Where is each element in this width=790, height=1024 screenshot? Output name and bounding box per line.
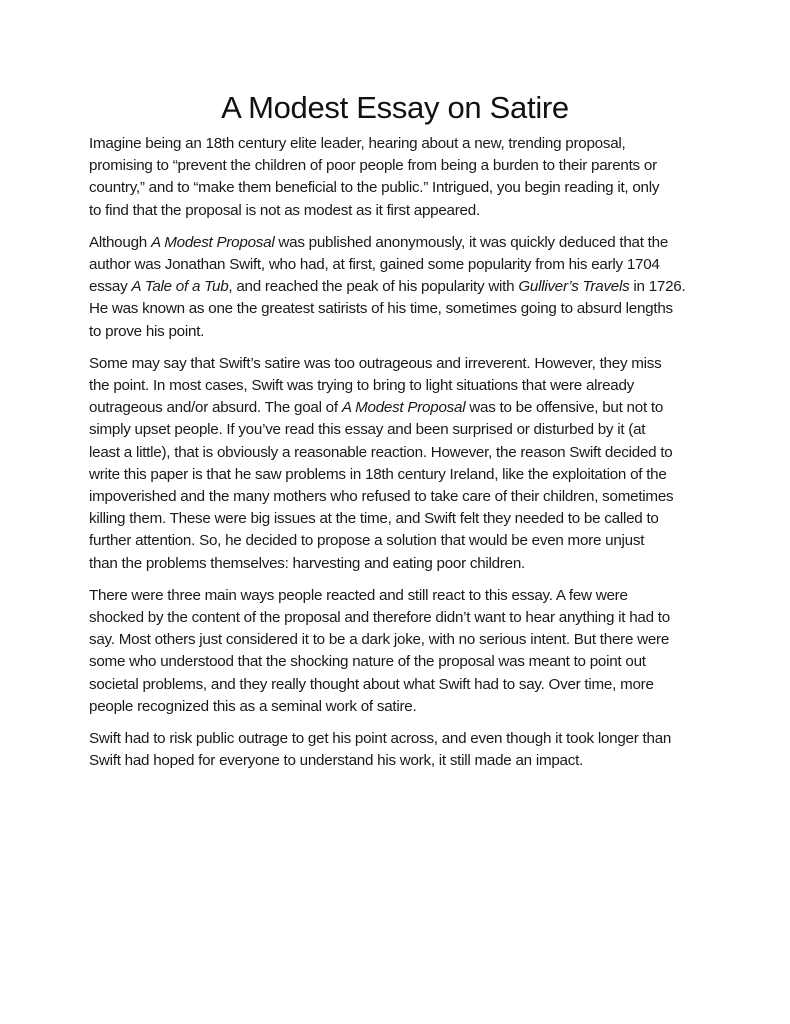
text-run: outrageous and/or absurd. The goal of — [89, 399, 342, 417]
paragraph-4 — [89, 585, 709, 718]
text-run: Although — [89, 233, 151, 251]
text-run: shocked by the content of the proposal and therefore didn’t want to hear anything it had to — [89, 609, 670, 627]
text-line — [89, 353, 709, 375]
text-line — [89, 232, 709, 254]
text-line — [89, 254, 709, 276]
text-run: country,” and to “make them beneficial to the public.” Intrigued, you begin reading it, only — [89, 179, 660, 197]
paragraph-2 — [89, 232, 709, 343]
text-run: impoverished and the many mothers who refused to take care of their children, sometimes — [89, 488, 674, 506]
text-line — [89, 321, 709, 343]
text-run: further attention. So, he decided to propose a solution that would be even more unjust — [89, 532, 645, 550]
text-line — [89, 750, 709, 772]
text-line — [89, 629, 709, 651]
text-line — [89, 530, 709, 552]
text-run: the point. In most cases, Swift was trying to bring to light situations that were already — [89, 377, 635, 395]
text-line — [89, 674, 709, 696]
text-run: Swift had to risk public outrage to get his point across, and even though it took longer than — [89, 730, 672, 748]
text-line — [89, 728, 709, 750]
text-line — [89, 375, 709, 397]
text-line — [89, 607, 709, 629]
text-run: write this paper is that he saw problems in 18th century Ireland, like the exploitation of the — [89, 465, 667, 483]
text-run: in 1726. — [629, 278, 686, 296]
paragraph-1 — [89, 133, 709, 222]
text-line — [89, 419, 709, 441]
italic-title-run: Gulliver’s Travels — [518, 278, 630, 296]
text-run: some who understood that the shocking nature of the proposal was meant to point out — [89, 653, 646, 671]
text-line — [89, 298, 709, 320]
text-run: Some may say that Swift’s satire was too outrageous and irreverent. However, they miss — [89, 354, 662, 372]
text-line — [89, 133, 709, 155]
text-run: least a little), that is obviously a reasonable reaction. However, the reason Swift decided to — [89, 443, 673, 461]
text-run: people recognized this as a seminal work of satire. — [89, 697, 417, 715]
text-run: than the problems themselves: harvesting and eating poor children. — [89, 554, 526, 572]
text-line — [89, 397, 709, 419]
text-line — [89, 200, 709, 222]
italic-title-run: A Tale of a Tub — [131, 278, 229, 296]
text-line — [89, 696, 709, 718]
text-run: Imagine being an 18th century elite leader, hearing about a new, trending proposal, — [89, 135, 626, 152]
text-run: to prove his point. — [89, 322, 205, 340]
text-line — [89, 585, 709, 607]
italic-title-run: A Modest Proposal — [341, 399, 466, 417]
text-line — [89, 553, 709, 575]
text-line — [89, 155, 709, 177]
text-run: killing them. These were big issues at the time, and Swift felt they needed to be called to — [89, 510, 659, 528]
text-line — [89, 486, 709, 508]
text-line — [89, 276, 709, 298]
text-run: author was Jonathan Swift, who had, at first, gained some popularity from his early 1704 — [89, 256, 660, 274]
text-run: say. Most others just considered it to be a dark joke, with no serious intent. But there were — [89, 631, 670, 649]
text-run: was to be offensive, but not to — [465, 399, 664, 417]
text-line — [89, 508, 709, 530]
paragraph-3 — [89, 353, 709, 575]
italic-title-run: A Modest Proposal — [150, 233, 275, 251]
text-run: simply upset people. If you’ve read this essay and been surprised or disturbed by it (at — [89, 421, 646, 439]
text-run: promising to “prevent the children of poor people from being a burden to their parents or — [89, 157, 657, 175]
document-body — [89, 133, 709, 782]
text-line — [89, 177, 709, 199]
text-run: was published anonymously, it was quickly deduced that the — [274, 233, 669, 251]
text-run: , and reached the peak of his popularity with — [228, 278, 519, 296]
text-run: Swift had hoped for everyone to understand his work, it still made an impact. — [89, 752, 584, 770]
document-title: A Modest Essay on Satire — [221, 90, 569, 125]
text-run: essay — [89, 278, 132, 296]
text-line — [89, 442, 709, 464]
text-run: societal problems, and they really thought about what Swift had to say. Over time, more — [89, 675, 654, 693]
text-run: to find that the proposal is not as modest as it first appeared. — [89, 201, 480, 219]
paragraph-5 — [89, 728, 709, 772]
text-run: There were three main ways people reacted and still react to this essay. A few were — [89, 586, 628, 604]
text-line — [89, 464, 709, 486]
text-line — [89, 651, 709, 673]
text-run: He was known as one the greatest satirists of his time, sometimes going to absurd lengths — [89, 300, 673, 318]
